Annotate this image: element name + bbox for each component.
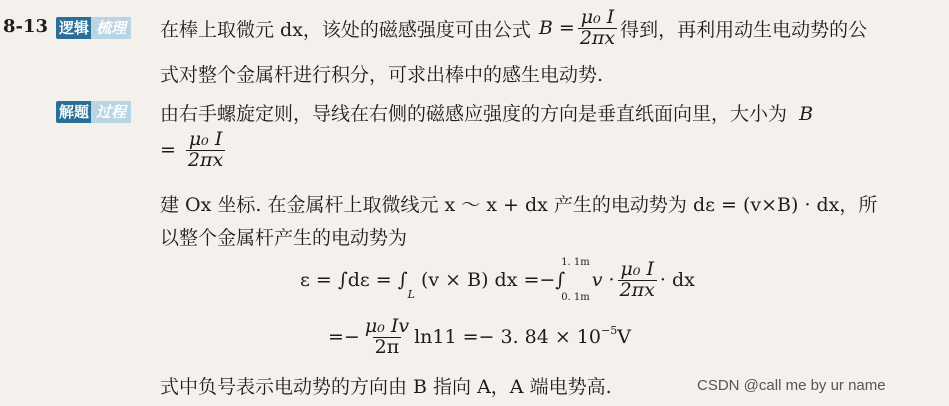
eq1-sub-l: L bbox=[407, 287, 415, 301]
eq2-frac-num: μ₀ Iv bbox=[364, 314, 410, 337]
hint-line-1 bbox=[160, 6, 867, 50]
hint-line-2: 式对整个金属杆进行积分，可求出棒中的感生电动势. bbox=[160, 64, 604, 86]
eq2-rest: ln11 =− 3. 84 × 10 bbox=[414, 326, 602, 348]
hint-badge-light: 梳理 bbox=[91, 17, 131, 39]
solution-frac-den: 2πx bbox=[187, 148, 224, 171]
eq1-v: v · bbox=[591, 269, 615, 291]
solution-line-1 bbox=[160, 99, 813, 126]
conclusion-line: 式中负号表示电动势的方向由 B 指向 A，A 端电势高. bbox=[160, 376, 612, 398]
eq1-upper-limit: 1. 1m bbox=[561, 257, 590, 268]
hint-badge-dark: 逻辑 bbox=[56, 17, 92, 39]
eq2-exponent: −5 bbox=[601, 323, 618, 337]
eq2-frac-den: 2π bbox=[374, 335, 400, 358]
eq1-mid: (v × B) dx =−∫ bbox=[420, 269, 566, 291]
hint-text-b: 得到，再利用动生电动势的公 bbox=[620, 18, 868, 41]
hint-fraction bbox=[578, 5, 617, 49]
eq1-fraction bbox=[618, 257, 657, 301]
hint-text-a: 在棒上取微元 dx，该处的磁感强度可由公式 bbox=[160, 18, 531, 41]
eq1-lower-limit: 0. 1m bbox=[561, 292, 590, 303]
solution-fraction bbox=[186, 127, 225, 171]
solution-line-3: 建 Ox 坐标. 在金属杆上取微线元 x ～ x + dx 产生的电动势为 dε = (v×B) · dx，所 bbox=[160, 194, 878, 216]
eq1-frac-den: 2πx bbox=[619, 278, 655, 301]
solution-badge-light: 过程 bbox=[91, 101, 131, 123]
eq1-end: · dx bbox=[659, 269, 695, 291]
hint-badge bbox=[56, 16, 131, 39]
eq1-limits bbox=[561, 257, 590, 303]
solution-eq-sign: = bbox=[160, 139, 176, 161]
solution-b-symbol: B bbox=[799, 103, 814, 125]
equation-2 bbox=[328, 312, 631, 362]
solution-line-4: 以整个金属杆产生的电动势为 bbox=[160, 227, 408, 249]
solution-text-1: 由右手螺旋定则，导线在右侧的磁感应强度的方向是垂直纸面向里，大小为 bbox=[160, 103, 788, 125]
equation-1 bbox=[300, 252, 695, 308]
eq2-fraction bbox=[363, 314, 411, 358]
eq1-frac-num: μ₀ I bbox=[620, 257, 654, 280]
solution-badge-dark: 解题 bbox=[56, 101, 92, 123]
hint-frac-num: μ₀ I bbox=[580, 5, 615, 28]
eq2-unit: V bbox=[617, 326, 631, 348]
solution-frac-num: μ₀ I bbox=[188, 127, 223, 150]
csdn-watermark: CSDN @call me by ur name bbox=[697, 377, 886, 394]
eq1-lhs: ε = ∫dε = ∫ bbox=[300, 269, 408, 291]
solution-badge bbox=[56, 100, 131, 123]
hint-frac-den: 2πx bbox=[579, 26, 616, 49]
solution-line-2 bbox=[160, 126, 228, 174]
eq2-pre: =− bbox=[328, 326, 360, 348]
hint-b-eq: B = bbox=[538, 17, 575, 39]
problem-number: 8-13 bbox=[3, 16, 49, 37]
